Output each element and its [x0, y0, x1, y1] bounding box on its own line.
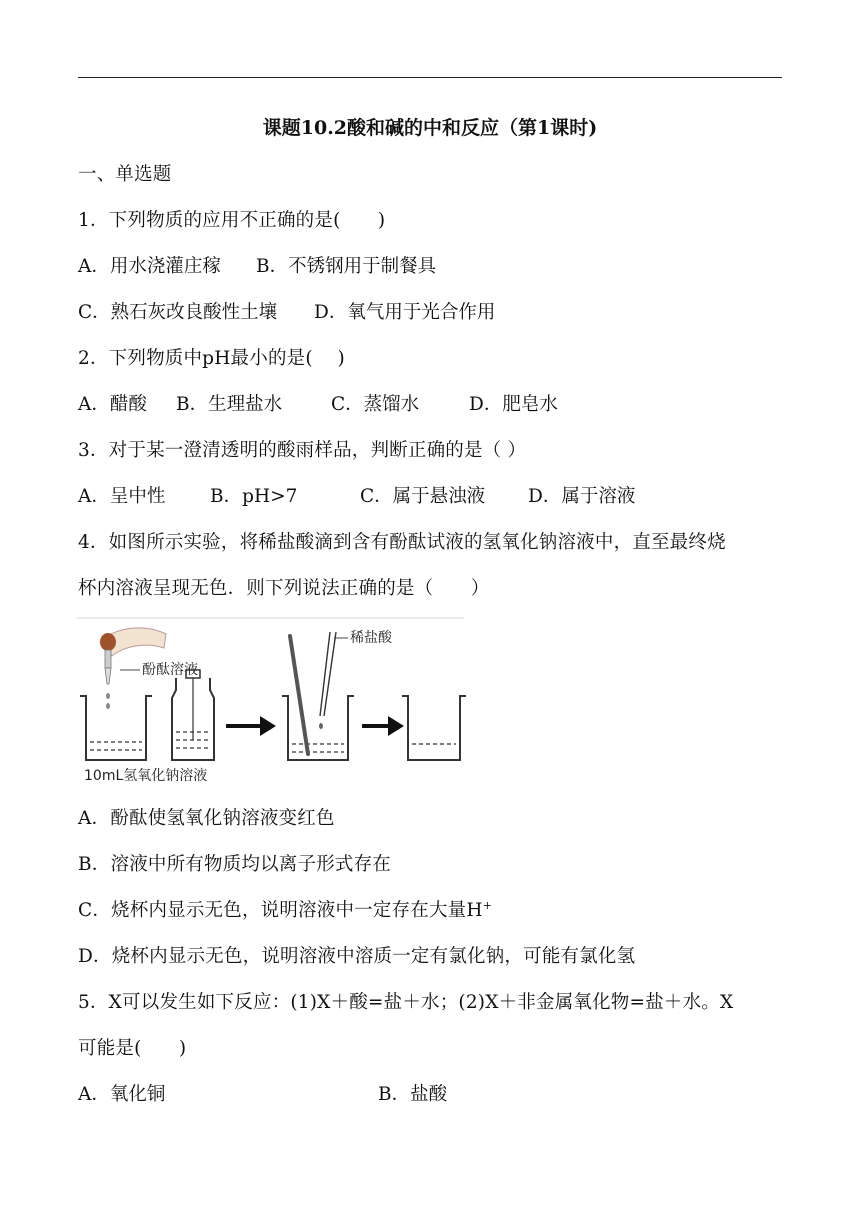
q3-option-b: B．pH>7: [210, 486, 298, 507]
q2-option-b: B．生理盐水: [176, 394, 283, 415]
label-indicator: 酚酞溶液: [142, 662, 198, 678]
page-title: 课题10.2酸和碱的中和反应（第1课时): [262, 117, 598, 139]
question-5-stem-line2: 可能是( ): [78, 1038, 187, 1059]
arrow-icon: [226, 716, 276, 736]
section-heading: 一、单选题: [78, 164, 172, 185]
superscript-plus: +: [482, 898, 493, 912]
q1-option-b: B．不锈钢用于制餐具: [256, 256, 437, 277]
q4-option-a: A．酚酞使氢氧化钠溶液变红色: [78, 808, 335, 829]
label-acid: 稀盐酸: [350, 630, 392, 646]
q3-option-a: A．呈中性: [78, 486, 166, 507]
q1-option-c: C．熟石灰改良酸性土壤: [78, 302, 278, 323]
question-4-stem-line2: 杯内溶液呈现无色．则下列说法正确的是（ ）: [78, 578, 490, 599]
q4-option-d: D．烧杯内显示无色，说明溶液中溶质一定有氯化钠，可能有氯化氢: [78, 946, 636, 967]
q4-option-b: B．溶液中所有物质均以离子形式存在: [78, 854, 391, 875]
q2-option-c: C．蒸馏水: [331, 394, 420, 415]
header-rule: [78, 77, 782, 78]
question-4-stem-line1: 4．如图所示实验，将稀盐酸滴到含有酚酞试液的氢氧化钠溶液中，直至最终烧: [78, 532, 726, 553]
q4-option-c-text: C．烧杯内显示无色，说明溶液中一定存在大量H: [78, 900, 483, 921]
beaker-1: [80, 696, 152, 760]
question-3-stem: 3．对于某一澄清透明的酸雨样品，判断正确的是（ ）: [78, 440, 527, 461]
beaker-2: [282, 632, 354, 760]
experiment-figure: [76, 612, 466, 788]
question-5-stem-line1: 5．X可以发生如下反应：(1)X＋酸=盐＋水；(2)X＋非金属氧化物=盐＋水。X: [78, 992, 734, 1013]
label-base: 10mL氢氧化钠溶液: [84, 768, 208, 784]
q1-option-a: A．用水浇灌庄稼: [78, 256, 221, 277]
beaker-3: [402, 696, 466, 760]
reagent-bottle: [172, 670, 214, 760]
q5-option-a: A．氧化铜: [78, 1084, 166, 1105]
q1-option-d: D．氧气用于光合作用: [314, 302, 496, 323]
q4-option-c: [78, 896, 492, 922]
arrow-icon: [362, 716, 404, 736]
q5-option-b: B．盐酸: [378, 1084, 448, 1105]
q3-option-c: C．属于悬浊液: [360, 486, 486, 507]
q3-option-d: D．属于溶液: [528, 486, 636, 507]
q2-option-a: A．醋酸: [78, 394, 147, 415]
experiment-diagram: [76, 612, 466, 788]
question-1-stem: 1．下列物质的应用不正确的是( ): [78, 210, 386, 231]
question-2-stem: 2．下列物质中pH最小的是( ): [78, 348, 345, 369]
q2-option-d: D．肥皂水: [469, 394, 558, 415]
